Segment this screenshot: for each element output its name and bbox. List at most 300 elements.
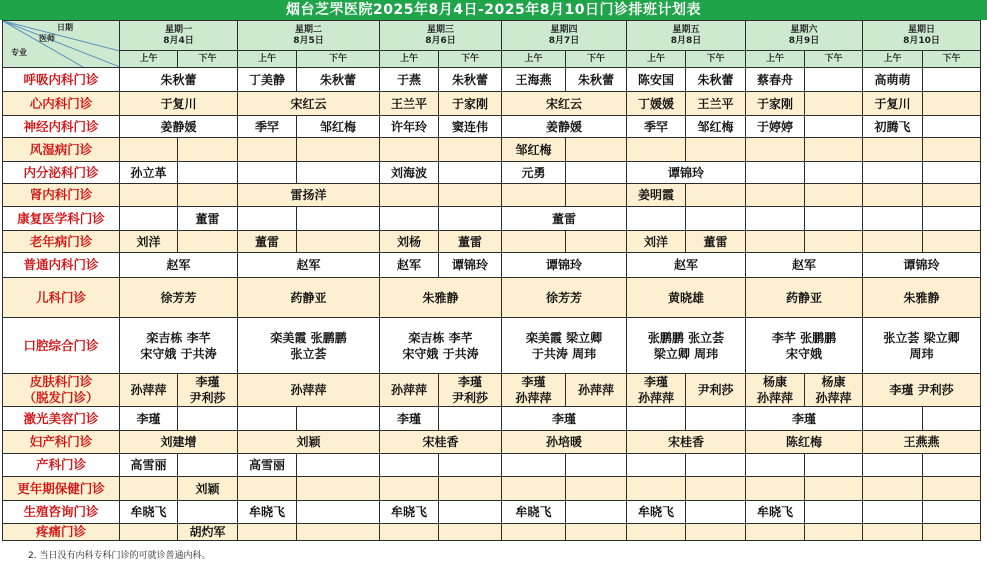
doctor-name: 陈安国 [637, 72, 674, 87]
schedule-cell [178, 162, 238, 184]
schedule-cell [178, 231, 238, 253]
schedule-cell [627, 431, 746, 454]
schedule-cell [178, 407, 238, 431]
weekday-label: 星期四 [550, 24, 578, 35]
doctor-line: 李瑾 [457, 375, 482, 389]
schedule-cell [805, 162, 863, 184]
table-row [3, 431, 981, 454]
doctor-name: 宋红云 [545, 96, 582, 111]
doctor-line: 李瑾 尹利莎 [889, 383, 954, 397]
pm-header: 下午 [178, 51, 238, 68]
doctor-name: 雷扬洋 [290, 188, 327, 202]
day-header [863, 21, 981, 51]
doctor-name: 刘颖 [195, 481, 220, 496]
schedule-cell [380, 138, 439, 162]
schedule-cell [380, 454, 439, 477]
doctor-name: 姜静媛 [160, 119, 197, 134]
schedule-cell [627, 184, 686, 207]
doctor-name: 邹红梅 [515, 142, 552, 157]
department-label: 风湿病门诊 [29, 141, 93, 157]
doctor-name: 朱秋蕾 [697, 72, 734, 87]
schedule-cell [863, 116, 923, 138]
schedule-cell [805, 116, 863, 138]
schedule-cell [238, 162, 297, 184]
schedule-cell [238, 431, 380, 454]
schedule-cell [805, 231, 863, 253]
schedule-cell [439, 184, 502, 207]
doctor-line: 孙萍萍 [130, 383, 167, 397]
schedule-cell [923, 162, 981, 184]
department-label: 康复医学科门诊 [17, 210, 105, 226]
schedule-cell [120, 68, 238, 92]
schedule-cell [380, 318, 502, 374]
schedule-cell [686, 374, 746, 407]
schedule-cell [746, 524, 805, 541]
schedule-cell [502, 278, 627, 318]
schedule-cell [805, 477, 863, 501]
schedule-cell [566, 501, 627, 524]
doctor-line: 栾吉栋 李芊 [408, 330, 473, 345]
schedule-cell [120, 207, 178, 231]
department-name [3, 253, 120, 278]
doctor-name: 邹红梅 [319, 119, 356, 134]
doctor-line: 杨康 [821, 375, 846, 389]
department-name [3, 231, 120, 253]
schedule-cell [686, 477, 746, 501]
schedule-cell [439, 162, 502, 184]
corner-date-label: 日期 [57, 23, 73, 32]
schedule-cell [380, 162, 439, 184]
department-name [3, 68, 120, 92]
date-label: 8月6日 [425, 35, 456, 46]
schedule-cell [178, 524, 238, 541]
schedule-cell [746, 68, 805, 92]
table-row [3, 278, 981, 318]
schedule-cell [439, 92, 502, 116]
day-header [746, 21, 863, 51]
schedule-cell [863, 253, 981, 278]
schedule-cell [380, 501, 439, 524]
table-row [3, 138, 981, 162]
table-row [3, 454, 981, 477]
day-header [120, 21, 238, 51]
schedule-cell [380, 278, 502, 318]
table-row [3, 318, 981, 374]
department-label: 妇产科门诊 [29, 434, 93, 449]
schedule-cell [746, 501, 805, 524]
doctor-line: 李瑾 [521, 375, 546, 389]
pm-header: 下午 [923, 51, 981, 68]
date-label: 8月9日 [788, 35, 820, 46]
schedule-cell [380, 253, 439, 278]
doctor-name: 赵军 [673, 258, 698, 272]
schedule-cell [297, 477, 380, 501]
doctor-line: 栾美霞 梁立卿 [525, 330, 603, 345]
day-header [380, 21, 502, 51]
doctor-line: 宋守娥 [785, 346, 822, 361]
doctor-name: 赵军 [296, 258, 321, 272]
schedule-cell [566, 184, 627, 207]
schedule-cell [923, 231, 981, 253]
corner-specialty-label: 专业 [11, 48, 27, 57]
schedule-cell [686, 524, 746, 541]
doctor-name: 王兰平 [390, 96, 427, 111]
corner-doctor-label: 医师 [39, 34, 55, 43]
schedule-cell [439, 116, 502, 138]
schedule-cell [923, 454, 981, 477]
schedule-cell [923, 407, 981, 431]
pm-header: 下午 [439, 51, 502, 68]
schedule-cell [863, 431, 981, 454]
department-label: 肾内科门诊 [29, 187, 93, 202]
schedule-cell [439, 407, 502, 431]
department-label: 疼痛门诊 [35, 524, 86, 539]
doctor-name: 谭锦玲 [667, 165, 704, 180]
table-row [3, 231, 981, 253]
doctor-line: 栾美霞 张鹏鹏 [270, 330, 347, 345]
schedule-cell [120, 184, 178, 207]
schedule-cell [863, 184, 923, 207]
doctor-name: 元勇 [521, 165, 546, 180]
footnote: 2. 当日没有内科专科门诊的可就诊普通内科。 [28, 551, 211, 561]
schedule-cell [120, 231, 178, 253]
doctor-line: 张鹏鹏 张立荟 [647, 330, 725, 345]
schedule-cell [805, 454, 863, 477]
schedule-cell [746, 374, 805, 407]
schedule-cell [439, 253, 502, 278]
schedule-cell [502, 318, 627, 374]
schedule-cell [566, 162, 627, 184]
doctor-name: 董雷 [703, 234, 728, 249]
doctor-line: 孙萍萍 [756, 391, 793, 405]
schedule-cell [686, 501, 746, 524]
schedule-cell [120, 318, 238, 374]
schedule-cell [627, 278, 746, 318]
schedule-cell [863, 162, 923, 184]
doctor-name: 董雷 [551, 211, 576, 226]
schedule-cell [502, 92, 627, 116]
department-label: 皮肤科门诊 [29, 374, 93, 389]
schedule-cell [746, 477, 805, 501]
doctor-name: 季罕 [643, 119, 668, 134]
schedule-cell [686, 92, 746, 116]
schedule-cell [297, 116, 380, 138]
schedule-cell [627, 501, 686, 524]
doctor-name: 刘海波 [390, 165, 427, 180]
doctor-name: 药静亚 [290, 290, 327, 305]
department-name [3, 92, 120, 116]
department-name [3, 501, 120, 524]
table-row [3, 477, 981, 501]
department-label: 产科门诊 [35, 457, 86, 472]
day-header [238, 21, 380, 51]
table-row [3, 207, 981, 231]
schedule-cell [627, 162, 746, 184]
department-label: 生殖咨询门诊 [23, 504, 99, 519]
doctor-name: 李瑾 [136, 411, 161, 426]
schedule-cell [805, 92, 863, 116]
doctor-name: 刘颖 [296, 435, 321, 449]
table-row [3, 524, 981, 541]
schedule-cell [178, 138, 238, 162]
schedule-cell [502, 231, 566, 253]
schedule-cell [566, 524, 627, 541]
schedule-cell [297, 454, 380, 477]
department-label: 心内科门诊 [29, 95, 93, 111]
am-header: 上午 [627, 51, 686, 68]
schedule-cell [439, 231, 502, 253]
schedule-cell [805, 184, 863, 207]
schedule-cell [746, 318, 863, 374]
doctor-name: 赵军 [396, 258, 421, 272]
doctor-name: 姜静媛 [545, 119, 582, 134]
weekday-label: 星期日 [908, 24, 936, 35]
doctor-line: 于共涛 周玮 [531, 346, 597, 361]
schedule-cell [502, 501, 566, 524]
schedule-cell [502, 138, 566, 162]
doctor-name: 赵军 [791, 258, 816, 272]
weekday-label: 星期三 [426, 24, 454, 35]
schedule-cell [238, 318, 380, 374]
schedule-cell [686, 454, 746, 477]
department-name [3, 207, 120, 231]
doctor-name: 孙培暖 [545, 435, 582, 449]
schedule-cell [686, 138, 746, 162]
schedule-cell [238, 454, 297, 477]
schedule-cell [627, 92, 686, 116]
schedule-cell [746, 184, 805, 207]
doctor-name: 谭锦玲 [545, 258, 582, 272]
department-name [3, 162, 120, 184]
doctor-name: 于婷婷 [756, 119, 793, 134]
department-name [3, 477, 120, 501]
schedule-cell [380, 68, 439, 92]
schedule-cell [380, 116, 439, 138]
schedule-cell [502, 116, 627, 138]
doctor-name: 于燕 [396, 72, 421, 87]
weekday-label: 星期二 [294, 24, 322, 35]
doctor-line: 周玮 [909, 346, 934, 361]
doctor-line: 孙萍萍 [290, 383, 327, 397]
schedule-cell [439, 501, 502, 524]
schedule-cell [297, 68, 380, 92]
schedule-cell [566, 477, 627, 501]
doctor-name: 李瑾 [396, 411, 421, 426]
doctor-name: 牟晓飞 [637, 505, 674, 519]
schedule-cell [627, 318, 746, 374]
schedule-cell [805, 138, 863, 162]
table-row [3, 92, 981, 116]
doctor-name: 于复川 [160, 96, 197, 111]
doctor-name: 王燕燕 [903, 435, 940, 449]
doctor-name: 宋红云 [290, 96, 327, 111]
doctor-name: 高萌萌 [874, 72, 911, 87]
department-name [3, 278, 120, 318]
department-label: 口腔综合门诊 [23, 337, 99, 353]
doctor-name: 刘洋 [136, 234, 161, 249]
doctor-line: 宋守娥 于共涛 [402, 346, 479, 361]
date-label: 8月5日 [293, 35, 324, 46]
schedule-cell [686, 207, 746, 231]
schedule-cell [120, 162, 178, 184]
department-name [3, 374, 120, 407]
department-label: 神经内科门诊 [23, 118, 99, 134]
schedule-cell [178, 207, 238, 231]
department-label: 内分泌科门诊 [23, 164, 99, 180]
department-label: 更年期保健门诊 [17, 480, 105, 496]
doctor-name: 王兰平 [697, 96, 734, 111]
schedule-cell [238, 278, 380, 318]
am-header: 上午 [746, 51, 805, 68]
schedule-cell [380, 477, 439, 501]
schedule-cell [686, 407, 746, 431]
schedule-cell [439, 524, 502, 541]
doctor-name: 徐芳芳 [545, 290, 582, 305]
schedule-cell [686, 68, 746, 92]
doctor-name: 朱秋蕾 [319, 72, 356, 87]
schedule-cell [178, 454, 238, 477]
schedule-cell [863, 278, 981, 318]
schedule-cell [863, 318, 981, 374]
schedule-cell [746, 454, 805, 477]
doctor-name: 蔡春舟 [756, 72, 793, 87]
schedule-cell [686, 116, 746, 138]
date-label: 8月7日 [548, 35, 580, 46]
schedule-cell [566, 138, 627, 162]
schedule-cell [923, 501, 981, 524]
schedule-cell [238, 231, 297, 253]
department-label: 呼吸内科门诊 [23, 71, 99, 87]
doctor-line: 孙萍萍 [515, 391, 552, 405]
table-row [3, 184, 981, 207]
am-header: 上午 [502, 51, 566, 68]
schedule-cell [746, 138, 805, 162]
doctor-line: 尹利莎 [189, 391, 226, 405]
schedule-cell [120, 477, 178, 501]
doctor-line: 宋守娥 于共涛 [140, 346, 217, 361]
doctor-line: 孙萍萍 [390, 383, 427, 397]
schedule-cell [863, 374, 981, 407]
am-header: 上午 [120, 51, 178, 68]
schedule-cell [863, 231, 923, 253]
doctor-name: 于复川 [874, 96, 911, 111]
schedule-cell [380, 431, 502, 454]
schedule-cell [380, 207, 439, 231]
schedule-cell [805, 68, 863, 92]
schedule-cell [297, 231, 380, 253]
schedule-cell [863, 207, 923, 231]
department-name [3, 407, 120, 431]
doctor-name: 邹红梅 [697, 119, 734, 134]
schedule-cell [746, 92, 805, 116]
schedule-cell [746, 231, 805, 253]
schedule-cell [297, 207, 380, 231]
doctor-name: 董雷 [195, 211, 220, 226]
schedule-cell [746, 431, 863, 454]
schedule-cell [686, 231, 746, 253]
doctor-line: 栾吉栋 李芊 [146, 330, 211, 345]
doctor-name: 胡灼军 [189, 525, 226, 539]
table-row [3, 162, 981, 184]
schedule-cell [923, 477, 981, 501]
doctor-name: 朱雅静 [903, 290, 940, 305]
schedule-cell [120, 116, 238, 138]
schedule-cell [686, 184, 746, 207]
schedule-cell [238, 407, 297, 431]
department-name [3, 431, 120, 454]
doctor-line: 孙萍萍 [637, 391, 674, 405]
schedule-cell [746, 116, 805, 138]
schedule-cell [502, 184, 566, 207]
schedule-cell [923, 184, 981, 207]
schedule-cell [297, 524, 380, 541]
schedule-cell [502, 162, 566, 184]
schedule-cell [297, 138, 380, 162]
doctor-line: 孙萍萍 [815, 391, 852, 405]
doctor-name: 牟晓飞 [515, 505, 552, 519]
date-label: 8月8日 [670, 35, 702, 46]
schedule-cell [178, 374, 238, 407]
schedule-cell [502, 524, 566, 541]
doctor-name: 于家刚 [451, 96, 488, 111]
schedule-cell [380, 184, 439, 207]
schedule-cell [120, 253, 238, 278]
schedule-cell [238, 524, 297, 541]
schedule-cell [863, 477, 923, 501]
doctor-name: 季罕 [254, 119, 279, 134]
schedule-cell [120, 374, 178, 407]
schedule-cell [502, 454, 566, 477]
schedule-cell [566, 374, 627, 407]
schedule-cell [380, 524, 439, 541]
schedule-cell [566, 454, 627, 477]
department-label: 普通内科门诊 [23, 257, 99, 272]
table-row [3, 501, 981, 524]
date-label: 8月10日 [903, 35, 940, 46]
doctor-line: 尹利莎 [451, 391, 488, 405]
schedule-cell [120, 454, 178, 477]
doctor-line: 杨康 [762, 375, 787, 389]
schedule-cell [439, 454, 502, 477]
doctor-name: 牟晓飞 [390, 505, 427, 519]
pm-header: 下午 [297, 51, 380, 68]
schedule-cell [923, 92, 981, 116]
department-label: 激光美容门诊 [23, 410, 99, 426]
schedule-cell [502, 431, 627, 454]
schedule-cell [502, 407, 627, 431]
department-name [3, 138, 120, 162]
doctor-name: 董雷 [254, 234, 279, 249]
schedule-cell [120, 501, 178, 524]
schedule-cell [238, 253, 380, 278]
schedule-cell [502, 374, 566, 407]
table-row [3, 116, 981, 138]
doctor-name: 谭锦玲 [451, 258, 488, 272]
schedule-cell [238, 92, 380, 116]
doctor-name: 初腾飞 [874, 119, 911, 134]
schedule-cell [863, 454, 923, 477]
schedule-cell [439, 207, 502, 231]
schedule-cell [923, 207, 981, 231]
doctor-line: 尹利莎 [697, 383, 734, 397]
schedule-table [2, 20, 981, 541]
weekday-label: 星期五 [672, 24, 700, 35]
schedule-cell [627, 524, 686, 541]
pm-header: 下午 [805, 51, 863, 68]
department-sublabel: （脱发门诊） [23, 390, 99, 405]
doctor-name: 于家刚 [756, 96, 793, 111]
doctor-name: 窦连伟 [451, 119, 488, 134]
